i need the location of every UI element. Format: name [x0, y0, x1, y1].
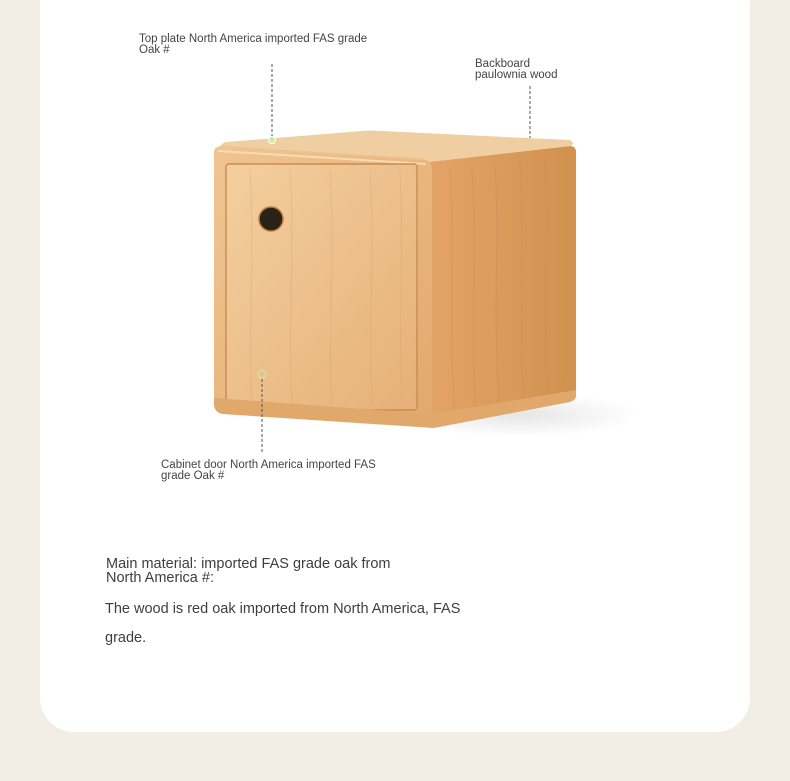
backboard-callout-line1: Backboard — [475, 58, 530, 70]
description-text-line2: grade. — [105, 630, 147, 646]
top-plate-callout — [139, 34, 367, 56]
main-material-heading-line1: Main material: imported FAS grade oak from — [106, 556, 391, 572]
backboard-callout — [475, 59, 557, 81]
top-plate-marker-icon — [269, 137, 276, 144]
main-material-heading — [106, 557, 390, 585]
cabinet-door-callout — [161, 460, 376, 482]
backboard-callout-line2: paulownia wood — [475, 69, 558, 81]
cabinet-door-callout-line2: grade Oak # — [161, 470, 225, 482]
cabinet-door-callout-line1: Cabinet door North America imported FAS — [161, 459, 376, 471]
top-plate-callout-line1: Top plate North America imported FAS grade — [139, 33, 368, 45]
description-text-line1: The wood is red oak imported from North America, FAS — [105, 601, 461, 617]
main-material-heading-line2: North America #: — [106, 570, 214, 586]
door-handle-hole-icon — [259, 207, 283, 231]
top-plate-callout-line2: Oak # — [139, 44, 170, 56]
